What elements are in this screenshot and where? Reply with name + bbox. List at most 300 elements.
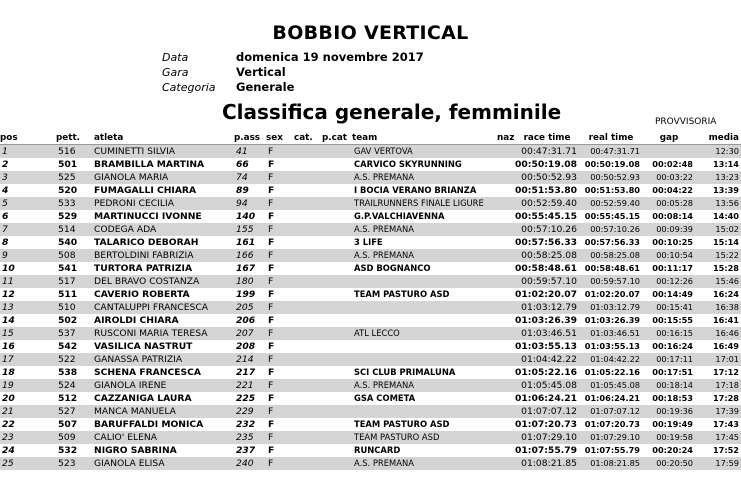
result-real-time: 01:08:21.85 [579, 457, 643, 470]
result-race-time: 00:51:53.80 [515, 185, 577, 196]
result-gap: 00:14:49 [643, 288, 695, 301]
result-sex: F [266, 145, 294, 159]
result-bib: 501 [56, 158, 94, 171]
result-naz [497, 431, 515, 444]
result-real-time: 00:50:52.93 [579, 171, 643, 184]
result-sex: F [266, 171, 294, 184]
table-row [0, 301, 741, 314]
result-race-time: 01:03:55.13 [515, 341, 577, 352]
col-sex: sex [266, 131, 294, 145]
result-overall-pos: 235 [234, 431, 266, 444]
result-gap: 00:08:14 [643, 210, 695, 223]
result-naz [497, 327, 515, 340]
result-naz [497, 197, 515, 210]
result-bib: 532 [56, 444, 94, 457]
result-team: TEAM PASTURO ASD [352, 418, 497, 431]
result-overall-pos: 240 [234, 457, 266, 470]
table-row [0, 262, 741, 275]
result-pos: 11 [0, 275, 56, 288]
result-naz [497, 171, 515, 184]
result-athlete: BARUFFALDI MONICA [94, 418, 234, 431]
result-pcat [322, 262, 352, 275]
result-sex: F [266, 236, 294, 249]
result-athlete: BRAMBILLA MARTINA [94, 158, 234, 171]
result-naz [497, 366, 515, 379]
col-pcat: p.cat [322, 131, 352, 145]
result-race-time: 01:07:29.10 [515, 431, 579, 444]
result-pcat [322, 158, 352, 171]
result-gap: 00:16:15 [643, 327, 695, 340]
result-cat [294, 249, 322, 262]
result-athlete: CODEGA ADA [94, 223, 234, 236]
result-sex: F [266, 457, 294, 470]
result-gap: 00:18:14 [643, 379, 695, 392]
result-pcat [322, 275, 352, 288]
result-overall-pos: 41 [234, 145, 266, 159]
result-sex: F [266, 184, 294, 197]
result-naz [497, 444, 515, 457]
result-overall-pos: 217 [234, 366, 266, 379]
result-sex: F [266, 405, 294, 418]
result-bib: 507 [56, 418, 94, 431]
result-sex: F [266, 340, 294, 353]
result-team [352, 340, 497, 353]
result-media: 17:18 [695, 379, 741, 392]
result-media: 17:01 [695, 353, 741, 366]
result-gap: 00:10:54 [643, 249, 695, 262]
result-cat [294, 431, 322, 444]
result-pos: 1 [0, 145, 56, 159]
table-row [0, 171, 741, 184]
category-label: Categoria [162, 81, 216, 94]
result-athlete: GIANOLA MARIA [94, 171, 234, 184]
result-media: 17:39 [695, 405, 741, 418]
result-athlete: CANTALUPPI FRANCESCA [94, 301, 234, 314]
result-gap [643, 145, 695, 159]
result-athlete: NIGRO SABRINA [94, 444, 234, 457]
result-pcat [322, 392, 352, 405]
result-sex: F [266, 288, 294, 301]
col-gap: gap [643, 131, 695, 145]
result-overall-pos: 237 [234, 444, 266, 457]
result-bib: 540 [56, 236, 94, 249]
result-gap: 00:05:28 [643, 197, 695, 210]
result-cat [294, 353, 322, 366]
result-media: 17:59 [695, 457, 741, 470]
result-gap: 00:10:25 [643, 236, 695, 249]
result-pos: 12 [0, 288, 56, 301]
result-overall-pos: 180 [234, 275, 266, 288]
result-pos: 15 [0, 327, 56, 340]
result-overall-pos: 74 [234, 171, 266, 184]
result-pos: 13 [0, 301, 56, 314]
result-naz [497, 262, 515, 275]
result-pcat [322, 314, 352, 327]
result-overall-pos: 206 [234, 314, 266, 327]
result-athlete: CALIO' ELENA [94, 431, 234, 444]
result-overall-pos: 155 [234, 223, 266, 236]
col-real-time: real time [579, 131, 643, 145]
table-row [0, 405, 741, 418]
race-value: Vertical [236, 65, 286, 79]
result-pos: 17 [0, 353, 56, 366]
result-gap: 00:17:11 [643, 353, 695, 366]
result-bib: 525 [56, 171, 94, 184]
result-media: 15:28 [695, 262, 741, 275]
result-race-time: 01:03:12.79 [515, 301, 579, 314]
result-real-time: 00:58:25.08 [579, 249, 643, 262]
result-race-time: 00:58:48.61 [515, 263, 577, 274]
col-media: media [695, 131, 741, 145]
result-pos: 18 [0, 366, 56, 379]
table-row [0, 431, 741, 444]
result-real-time: 00:52:59.40 [579, 197, 643, 210]
result-bib: 514 [56, 223, 94, 236]
result-race-time: 01:05:45.08 [515, 379, 579, 392]
result-sex: F [266, 197, 294, 210]
result-pcat [322, 327, 352, 340]
result-cat [294, 184, 322, 197]
result-cat [294, 418, 322, 431]
result-real-time: 00:58:48.61 [579, 262, 643, 275]
result-gap: 00:15:55 [643, 314, 695, 327]
result-gap: 00:02:48 [643, 158, 695, 171]
result-team: SCI CLUB PRIMALUNA [352, 366, 497, 379]
result-athlete: SCHENA FRANCESCA [94, 366, 234, 379]
result-media: 16:38 [695, 301, 741, 314]
result-real-time: 00:59:57.10 [579, 275, 643, 288]
col-pos: pos [0, 131, 56, 145]
result-team: GAV VERTOVA [352, 145, 497, 159]
result-cat [294, 275, 322, 288]
result-cat [294, 457, 322, 470]
result-pos: 6 [0, 210, 56, 223]
result-media: 17:45 [695, 431, 741, 444]
result-cat [294, 301, 322, 314]
table-row [0, 327, 741, 340]
result-real-time: 00:51:53.80 [579, 184, 643, 197]
result-cat [294, 288, 322, 301]
result-real-time: 01:02:20.07 [579, 288, 643, 301]
result-race-time: 00:50:19.08 [515, 159, 577, 170]
result-media: 17:28 [695, 392, 741, 405]
result-real-time: 01:03:46.51 [579, 327, 643, 340]
result-real-time: 00:47:31.71 [579, 145, 643, 159]
result-bib: 527 [56, 405, 94, 418]
result-gap: 00:15:41 [643, 301, 695, 314]
result-pos: 20 [0, 392, 56, 405]
result-gap: 00:09:39 [643, 223, 695, 236]
result-sex: F [266, 366, 294, 379]
results-table [0, 131, 741, 470]
result-naz [497, 288, 515, 301]
result-bib: 533 [56, 197, 94, 210]
result-real-time: 01:03:55.13 [579, 340, 643, 353]
result-overall-pos: 167 [234, 262, 266, 275]
result-sex: F [266, 444, 294, 457]
result-pos: 7 [0, 223, 56, 236]
result-race-time: 01:07:20.73 [515, 419, 577, 430]
result-bib: 524 [56, 379, 94, 392]
page-title: BOBBIO VERTICAL [272, 22, 469, 44]
result-race-time: 00:50:52.93 [515, 171, 579, 184]
result-team: A.S. PREMANA [352, 457, 497, 470]
result-real-time: 01:07:29.10 [579, 431, 643, 444]
table-row [0, 366, 741, 379]
result-gap: 00:20:24 [643, 444, 695, 457]
table-row [0, 444, 741, 457]
result-bib: 511 [56, 288, 94, 301]
result-gap: 00:16:24 [643, 340, 695, 353]
result-overall-pos: 229 [234, 405, 266, 418]
result-race-time: 01:05:22.16 [515, 367, 577, 378]
result-sex: F [266, 275, 294, 288]
result-media: 15:02 [695, 223, 741, 236]
result-sex: F [266, 158, 294, 171]
result-pcat [322, 418, 352, 431]
result-overall-pos: 225 [234, 392, 266, 405]
table-row [0, 392, 741, 405]
result-team: CARVICO SKYRUNNING [352, 158, 497, 171]
result-sex: F [266, 418, 294, 431]
result-gap: 00:19:58 [643, 431, 695, 444]
result-athlete: FUMAGALLI CHIARA [94, 184, 234, 197]
result-overall-pos: 214 [234, 353, 266, 366]
result-team: G.P.VALCHIAVENNA [352, 210, 497, 223]
result-sex: F [266, 262, 294, 275]
result-race-time: 00:57:56.33 [515, 237, 577, 248]
result-real-time: 00:55:45.15 [579, 210, 643, 223]
result-gap: 00:19:49 [643, 418, 695, 431]
table-row [0, 379, 741, 392]
result-sex: F [266, 223, 294, 236]
result-team: A.S. PREMANA [352, 171, 497, 184]
result-overall-pos: 94 [234, 197, 266, 210]
result-sex: F [266, 210, 294, 223]
result-naz [497, 353, 515, 366]
date-label: Data [162, 51, 189, 64]
result-media: 13:14 [695, 158, 741, 171]
result-pcat [322, 431, 352, 444]
result-media: 13:23 [695, 171, 741, 184]
result-gap: 00:19:36 [643, 405, 695, 418]
col-atleta: atleta [94, 131, 234, 145]
table-row [0, 288, 741, 301]
result-real-time: 01:04:42.22 [579, 353, 643, 366]
result-race-time: 00:52:59.40 [515, 197, 579, 210]
result-sex: F [266, 431, 294, 444]
result-team: GSA COMETA [352, 392, 497, 405]
table-row [0, 184, 741, 197]
result-gap: 00:12:26 [643, 275, 695, 288]
table-row [0, 236, 741, 249]
col-team: team [352, 131, 497, 145]
result-team [352, 275, 497, 288]
result-cat [294, 405, 322, 418]
result-media: 16:24 [695, 288, 741, 301]
result-cat [294, 392, 322, 405]
result-team [352, 314, 497, 327]
result-athlete: PEDRONI CECILIA [94, 197, 234, 210]
result-pcat [322, 366, 352, 379]
result-naz [497, 379, 515, 392]
table-row [0, 457, 741, 470]
table-header-row [0, 131, 741, 145]
result-athlete: GIANOLA ELISA [94, 457, 234, 470]
result-bib: 516 [56, 145, 94, 159]
result-pcat [322, 145, 352, 159]
result-overall-pos: 140 [234, 210, 266, 223]
result-naz [497, 418, 515, 431]
result-naz [497, 275, 515, 288]
result-gap: 00:17:51 [643, 366, 695, 379]
result-bib: 508 [56, 249, 94, 262]
status-badge: PROVVISORIA [655, 117, 717, 127]
result-naz [497, 145, 515, 159]
result-pos: 14 [0, 314, 56, 327]
result-sex: F [266, 353, 294, 366]
result-bib: 542 [56, 340, 94, 353]
result-pos: 2 [0, 158, 56, 171]
result-pcat [322, 184, 352, 197]
col-cat: cat. [294, 131, 322, 145]
result-athlete: CAZZANIGA LAURA [94, 392, 234, 405]
result-bib: 538 [56, 366, 94, 379]
result-athlete: TALARICO DEBORAH [94, 236, 234, 249]
result-media: 16:46 [695, 327, 741, 340]
result-team: RUNCARD [352, 444, 497, 457]
result-media: 17:12 [695, 366, 741, 379]
result-pcat [322, 405, 352, 418]
result-naz [497, 392, 515, 405]
result-bib: 517 [56, 275, 94, 288]
result-overall-pos: 199 [234, 288, 266, 301]
table-row [0, 210, 741, 223]
result-cat [294, 366, 322, 379]
result-athlete: GANASSA PATRIZIA [94, 353, 234, 366]
result-naz [497, 184, 515, 197]
result-naz [497, 405, 515, 418]
result-overall-pos: 66 [234, 158, 266, 171]
result-pos: 8 [0, 236, 56, 249]
result-race-time: 01:03:26.39 [515, 315, 577, 326]
result-media: 13:56 [695, 197, 741, 210]
category-value: Generale [236, 80, 295, 94]
result-cat [294, 327, 322, 340]
result-overall-pos: 208 [234, 340, 266, 353]
result-bib: 541 [56, 262, 94, 275]
result-real-time: 01:05:22.16 [579, 366, 643, 379]
result-pcat [322, 353, 352, 366]
result-pos: 16 [0, 340, 56, 353]
result-sex: F [266, 327, 294, 340]
result-team: TEAM PASTURO ASD [352, 288, 497, 301]
result-cat [294, 197, 322, 210]
result-bib: 529 [56, 210, 94, 223]
result-naz [497, 340, 515, 353]
result-race-time: 01:03:46.51 [515, 327, 579, 340]
result-overall-pos: 221 [234, 379, 266, 392]
result-pcat [322, 288, 352, 301]
result-gap: 00:03:22 [643, 171, 695, 184]
result-cat [294, 236, 322, 249]
result-team: 3 LIFE [352, 236, 497, 249]
result-pcat [322, 457, 352, 470]
date-value: domenica 19 novembre 2017 [236, 50, 424, 64]
result-cat [294, 314, 322, 327]
result-overall-pos: 205 [234, 301, 266, 314]
result-naz [497, 457, 515, 470]
result-real-time: 01:03:26.39 [579, 314, 643, 327]
result-cat [294, 210, 322, 223]
result-bib: 512 [56, 392, 94, 405]
result-athlete: CAVERIO ROBERTA [94, 288, 234, 301]
result-media: 15:22 [695, 249, 741, 262]
result-bib: 537 [56, 327, 94, 340]
result-pcat [322, 197, 352, 210]
result-pcat [322, 379, 352, 392]
result-media: 14:40 [695, 210, 741, 223]
result-pos: 4 [0, 184, 56, 197]
result-media: 12:30 [695, 145, 741, 159]
result-race-time: 00:58:25.08 [515, 249, 579, 262]
result-pcat [322, 171, 352, 184]
result-team [352, 301, 497, 314]
result-media: 17:52 [695, 444, 741, 457]
event-info [162, 50, 424, 95]
result-bib: 522 [56, 353, 94, 366]
result-gap: 00:11:17 [643, 262, 695, 275]
result-race-time: 01:07:07.12 [515, 405, 579, 418]
result-overall-pos: 232 [234, 418, 266, 431]
result-real-time: 01:07:55.79 [579, 444, 643, 457]
result-pcat [322, 223, 352, 236]
result-real-time: 01:05:45.08 [579, 379, 643, 392]
result-overall-pos: 207 [234, 327, 266, 340]
table-row [0, 340, 741, 353]
result-gap: 00:18:53 [643, 392, 695, 405]
result-naz [497, 314, 515, 327]
result-media: 15:14 [695, 236, 741, 249]
result-race-time: 01:04:42.22 [515, 353, 579, 366]
result-gap: 00:20:50 [643, 457, 695, 470]
result-team: A.S. PREMANA [352, 379, 497, 392]
table-row [0, 314, 741, 327]
result-athlete: GIANOLA IRENE [94, 379, 234, 392]
table-row [0, 275, 741, 288]
result-pcat [322, 340, 352, 353]
result-pos: 24 [0, 444, 56, 457]
result-cat [294, 340, 322, 353]
result-sex: F [266, 314, 294, 327]
result-media: 16:41 [695, 314, 741, 327]
result-overall-pos: 161 [234, 236, 266, 249]
result-team: A.S. PREMANA [352, 249, 497, 262]
result-cat [294, 444, 322, 457]
result-sex: F [266, 301, 294, 314]
result-team: TRAILRUNNERS FINALE LIGURE [352, 197, 497, 210]
result-pcat [322, 249, 352, 262]
result-overall-pos: 166 [234, 249, 266, 262]
result-real-time: 00:57:56.33 [579, 236, 643, 249]
result-naz [497, 210, 515, 223]
race-label: Gara [162, 66, 189, 79]
result-team: A.S. PREMANA [352, 223, 497, 236]
result-real-time: 01:07:20.73 [579, 418, 643, 431]
table-row [0, 353, 741, 366]
result-race-time: 00:55:45.15 [515, 211, 577, 222]
result-real-time: 00:57:10.26 [579, 223, 643, 236]
